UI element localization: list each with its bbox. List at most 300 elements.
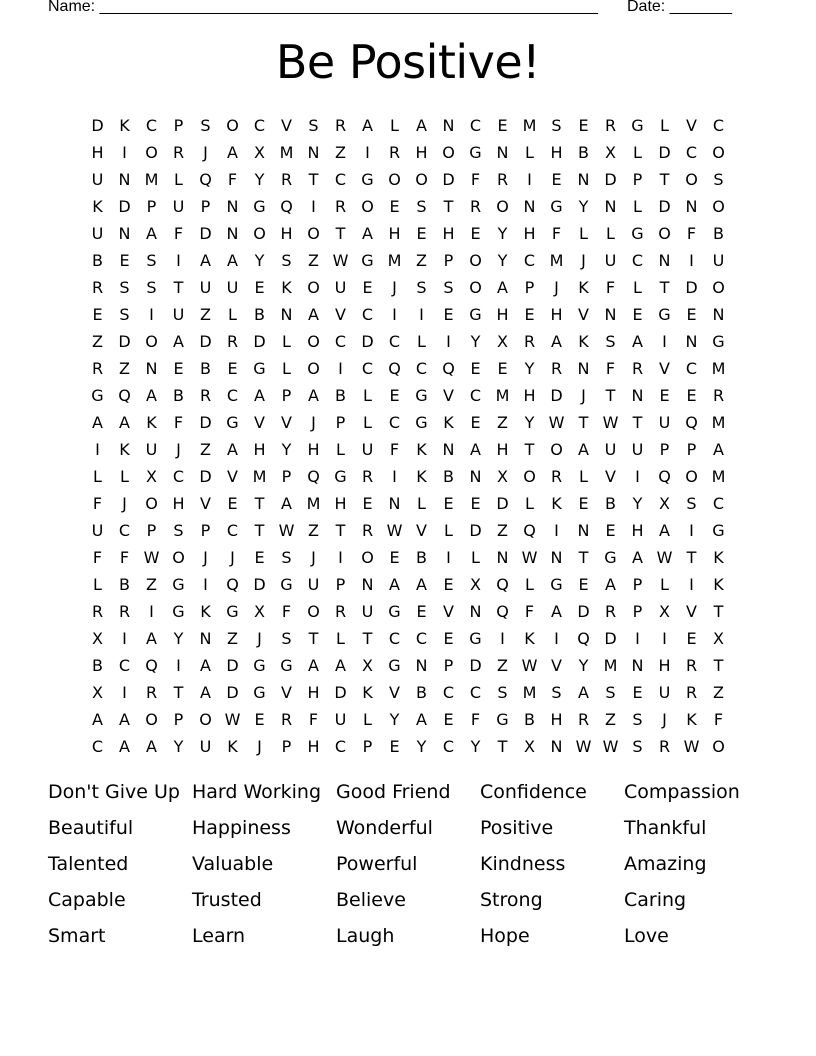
- grid-letter[interactable]: W: [548, 413, 565, 432]
- grid-letter[interactable]: V: [389, 683, 400, 702]
- grid-letter[interactable]: I: [527, 170, 532, 189]
- grid-letter[interactable]: B: [92, 656, 103, 675]
- grid-letter[interactable]: J: [311, 413, 316, 432]
- grid-letter[interactable]: N: [388, 494, 401, 513]
- grid-letter[interactable]: K: [92, 197, 103, 216]
- grid-letter[interactable]: L: [336, 629, 345, 648]
- grid-letter[interactable]: R: [91, 359, 104, 378]
- grid-letter[interactable]: K: [416, 467, 427, 486]
- grid-letter[interactable]: R: [469, 197, 482, 216]
- grid-letter[interactable]: H: [307, 737, 320, 756]
- grid-letter[interactable]: A: [308, 386, 319, 405]
- grid-letter[interactable]: F: [605, 278, 616, 297]
- grid-letter[interactable]: C: [712, 116, 725, 135]
- grid-letter[interactable]: A: [578, 440, 589, 459]
- grid-letter[interactable]: J: [257, 737, 262, 756]
- grid-letter[interactable]: L: [633, 278, 642, 297]
- grid-letter[interactable]: D: [199, 467, 212, 486]
- grid-letter[interactable]: G: [334, 467, 347, 486]
- grid-letter[interactable]: G: [415, 386, 428, 405]
- grid-letter[interactable]: J: [581, 251, 586, 270]
- grid-letter[interactable]: B: [200, 359, 211, 378]
- grid-letter[interactable]: E: [389, 386, 400, 405]
- grid-letter[interactable]: I: [689, 521, 694, 540]
- grid-letter[interactable]: M: [603, 656, 618, 675]
- grid-letter[interactable]: P: [443, 251, 454, 270]
- grid-letter[interactable]: T: [173, 278, 184, 297]
- grid-letter[interactable]: Q: [118, 386, 131, 405]
- grid-letter[interactable]: O: [550, 440, 563, 459]
- grid-letter[interactable]: A: [200, 656, 211, 675]
- grid-letter[interactable]: V: [281, 413, 292, 432]
- grid-letter[interactable]: K: [119, 116, 130, 135]
- grid-letter[interactable]: E: [470, 359, 481, 378]
- grid-letter[interactable]: L: [579, 224, 588, 243]
- grid-letter[interactable]: U: [334, 710, 347, 729]
- grid-letter[interactable]: X: [254, 602, 265, 621]
- grid-letter[interactable]: E: [254, 278, 265, 297]
- grid-letter[interactable]: V: [659, 359, 670, 378]
- grid-letter[interactable]: N: [496, 143, 509, 162]
- grid-letter[interactable]: O: [361, 548, 374, 567]
- grid-letter[interactable]: W: [656, 548, 673, 567]
- grid-letter[interactable]: Z: [200, 440, 211, 459]
- grid-letter[interactable]: K: [200, 602, 211, 621]
- grid-letter[interactable]: R: [631, 359, 644, 378]
- grid-letter[interactable]: D: [253, 332, 266, 351]
- grid-letter[interactable]: R: [118, 602, 131, 621]
- grid-letter[interactable]: P: [443, 656, 454, 675]
- grid-letter[interactable]: Q: [199, 170, 212, 189]
- grid-letter[interactable]: U: [307, 575, 320, 594]
- grid-letter[interactable]: P: [362, 737, 373, 756]
- grid-letter[interactable]: W: [386, 521, 403, 540]
- grid-letter[interactable]: C: [361, 359, 374, 378]
- grid-letter[interactable]: R: [172, 143, 185, 162]
- grid-letter[interactable]: T: [578, 413, 589, 432]
- grid-letter[interactable]: M: [711, 467, 726, 486]
- grid-letter[interactable]: S: [200, 116, 211, 135]
- grid-letter[interactable]: I: [446, 548, 451, 567]
- grid-letter[interactable]: R: [280, 710, 293, 729]
- grid-letter[interactable]: O: [712, 737, 725, 756]
- grid-letter[interactable]: T: [713, 656, 724, 675]
- grid-letter[interactable]: W: [521, 656, 538, 675]
- grid-letter[interactable]: I: [500, 629, 505, 648]
- grid-letter[interactable]: C: [118, 656, 131, 675]
- grid-letter[interactable]: J: [392, 278, 397, 297]
- grid-letter[interactable]: L: [282, 359, 291, 378]
- grid-letter[interactable]: R: [685, 683, 698, 702]
- grid-letter[interactable]: E: [254, 548, 265, 567]
- grid-letter[interactable]: C: [415, 359, 428, 378]
- grid-letter[interactable]: O: [307, 224, 320, 243]
- grid-letter[interactable]: I: [149, 602, 154, 621]
- grid-letter[interactable]: R: [712, 386, 725, 405]
- grid-letter[interactable]: K: [227, 737, 238, 756]
- grid-letter[interactable]: B: [119, 575, 130, 594]
- grid-letter[interactable]: A: [335, 656, 346, 675]
- grid-letter[interactable]: H: [172, 494, 185, 513]
- grid-letter[interactable]: C: [334, 332, 347, 351]
- grid-letter[interactable]: O: [712, 143, 725, 162]
- grid-letter[interactable]: L: [525, 143, 534, 162]
- grid-letter[interactable]: R: [550, 359, 563, 378]
- grid-letter[interactable]: E: [173, 359, 184, 378]
- grid-letter[interactable]: L: [390, 116, 399, 135]
- grid-letter[interactable]: L: [606, 224, 615, 243]
- grid-letter[interactable]: G: [658, 305, 671, 324]
- grid-letter[interactable]: A: [92, 413, 103, 432]
- grid-letter[interactable]: T: [254, 494, 265, 513]
- grid-letter[interactable]: L: [93, 467, 102, 486]
- grid-letter[interactable]: U: [631, 440, 644, 459]
- grid-letter[interactable]: A: [146, 224, 157, 243]
- grid-letter[interactable]: I: [635, 467, 640, 486]
- grid-letter[interactable]: G: [91, 386, 104, 405]
- grid-letter[interactable]: C: [118, 521, 131, 540]
- grid-letter[interactable]: X: [524, 737, 535, 756]
- grid-letter[interactable]: Q: [145, 656, 158, 675]
- grid-letter[interactable]: H: [280, 224, 293, 243]
- grid-letter[interactable]: B: [92, 251, 103, 270]
- grid-letter[interactable]: L: [471, 548, 480, 567]
- grid-letter[interactable]: J: [257, 629, 262, 648]
- grid-letter[interactable]: L: [120, 467, 129, 486]
- grid-letter[interactable]: S: [416, 197, 427, 216]
- grid-letter[interactable]: H: [442, 224, 455, 243]
- grid-letter[interactable]: J: [122, 494, 127, 513]
- grid-letter[interactable]: E: [470, 224, 481, 243]
- grid-letter[interactable]: N: [118, 224, 131, 243]
- grid-letter[interactable]: X: [92, 683, 103, 702]
- grid-letter[interactable]: N: [469, 602, 482, 621]
- grid-letter[interactable]: T: [524, 440, 535, 459]
- grid-letter[interactable]: M: [252, 467, 267, 486]
- grid-letter[interactable]: C: [523, 251, 536, 270]
- grid-letter[interactable]: E: [389, 737, 400, 756]
- grid-letter[interactable]: I: [149, 305, 154, 324]
- grid-letter[interactable]: P: [335, 575, 346, 594]
- grid-letter[interactable]: T: [308, 629, 319, 648]
- grid-letter[interactable]: D: [118, 197, 131, 216]
- grid-letter[interactable]: B: [524, 710, 535, 729]
- grid-letter[interactable]: U: [91, 224, 104, 243]
- grid-letter[interactable]: A: [713, 440, 724, 459]
- grid-letter[interactable]: V: [281, 683, 292, 702]
- grid-letter[interactable]: N: [280, 305, 293, 324]
- grid-letter[interactable]: H: [307, 683, 320, 702]
- grid-letter[interactable]: M: [522, 116, 537, 135]
- grid-letter[interactable]: H: [415, 143, 428, 162]
- grid-letter[interactable]: C: [361, 305, 374, 324]
- grid-letter[interactable]: I: [122, 629, 127, 648]
- grid-letter[interactable]: E: [227, 359, 238, 378]
- grid-letter[interactable]: F: [281, 602, 292, 621]
- grid-letter[interactable]: B: [443, 467, 454, 486]
- grid-letter[interactable]: U: [604, 251, 617, 270]
- grid-letter[interactable]: O: [199, 710, 212, 729]
- grid-letter[interactable]: G: [253, 656, 266, 675]
- grid-letter[interactable]: G: [712, 332, 725, 351]
- grid-letter[interactable]: X: [470, 575, 481, 594]
- grid-letter[interactable]: X: [713, 629, 724, 648]
- grid-letter[interactable]: G: [253, 197, 266, 216]
- grid-letter[interactable]: O: [253, 224, 266, 243]
- grid-letter[interactable]: N: [442, 116, 455, 135]
- grid-letter[interactable]: C: [334, 170, 347, 189]
- grid-letter[interactable]: U: [91, 521, 104, 540]
- grid-letter[interactable]: R: [577, 710, 590, 729]
- grid-letter[interactable]: O: [226, 116, 239, 135]
- grid-letter[interactable]: R: [199, 386, 212, 405]
- grid-letter[interactable]: O: [307, 602, 320, 621]
- grid-letter[interactable]: E: [497, 116, 508, 135]
- grid-letter[interactable]: L: [417, 332, 426, 351]
- grid-letter[interactable]: A: [146, 386, 157, 405]
- grid-letter[interactable]: O: [658, 224, 671, 243]
- grid-letter[interactable]: K: [524, 629, 535, 648]
- grid-letter[interactable]: A: [605, 575, 616, 594]
- grid-letter[interactable]: S: [146, 278, 157, 297]
- grid-letter[interactable]: G: [280, 575, 293, 594]
- grid-letter[interactable]: G: [280, 656, 293, 675]
- grid-letter[interactable]: D: [658, 197, 671, 216]
- grid-letter[interactable]: E: [443, 494, 454, 513]
- grid-letter[interactable]: G: [226, 602, 239, 621]
- grid-letter[interactable]: A: [254, 386, 265, 405]
- grid-letter[interactable]: X: [92, 629, 103, 648]
- grid-letter[interactable]: T: [362, 629, 373, 648]
- grid-letter[interactable]: O: [145, 332, 158, 351]
- grid-letter[interactable]: H: [388, 224, 401, 243]
- grid-letter[interactable]: M: [387, 251, 402, 270]
- grid-letter[interactable]: P: [146, 521, 157, 540]
- grid-letter[interactable]: V: [686, 116, 697, 135]
- grid-letter[interactable]: D: [334, 683, 347, 702]
- grid-letter[interactable]: D: [550, 386, 563, 405]
- grid-letter[interactable]: Y: [470, 332, 481, 351]
- grid-letter[interactable]: T: [254, 521, 265, 540]
- grid-letter[interactable]: E: [362, 278, 373, 297]
- grid-letter[interactable]: S: [119, 305, 130, 324]
- grid-letter[interactable]: N: [658, 251, 671, 270]
- grid-letter[interactable]: A: [146, 629, 157, 648]
- grid-letter[interactable]: N: [118, 170, 131, 189]
- grid-letter[interactable]: I: [95, 440, 100, 459]
- grid-letter[interactable]: F: [470, 170, 481, 189]
- grid-letter[interactable]: J: [230, 548, 235, 567]
- grid-letter[interactable]: T: [632, 413, 643, 432]
- grid-letter[interactable]: N: [685, 332, 698, 351]
- grid-letter[interactable]: E: [254, 710, 265, 729]
- grid-letter[interactable]: V: [254, 413, 265, 432]
- grid-letter[interactable]: E: [389, 548, 400, 567]
- grid-letter[interactable]: R: [226, 332, 239, 351]
- grid-letter[interactable]: R: [658, 737, 671, 756]
- grid-letter[interactable]: R: [523, 332, 536, 351]
- grid-letter[interactable]: N: [415, 656, 428, 675]
- grid-letter[interactable]: H: [631, 521, 644, 540]
- grid-letter[interactable]: I: [122, 143, 127, 162]
- grid-letter[interactable]: S: [632, 737, 643, 756]
- grid-letter[interactable]: N: [577, 521, 590, 540]
- grid-letter[interactable]: R: [91, 602, 104, 621]
- grid-letter[interactable]: E: [227, 494, 238, 513]
- grid-letter[interactable]: P: [200, 521, 211, 540]
- grid-letter[interactable]: Y: [632, 494, 643, 513]
- grid-letter[interactable]: A: [281, 494, 292, 513]
- grid-letter[interactable]: N: [226, 197, 239, 216]
- grid-letter[interactable]: E: [416, 224, 427, 243]
- grid-letter[interactable]: A: [308, 305, 319, 324]
- grid-letter[interactable]: U: [226, 278, 239, 297]
- grid-letter[interactable]: P: [659, 440, 670, 459]
- grid-letter[interactable]: G: [226, 413, 239, 432]
- grid-letter[interactable]: Z: [227, 629, 238, 648]
- grid-letter[interactable]: A: [389, 575, 400, 594]
- grid-letter[interactable]: B: [173, 386, 184, 405]
- grid-letter[interactable]: E: [605, 521, 616, 540]
- grid-letter[interactable]: S: [146, 251, 157, 270]
- grid-letter[interactable]: B: [713, 224, 724, 243]
- grid-letter[interactable]: P: [524, 278, 535, 297]
- grid-letter[interactable]: B: [416, 548, 427, 567]
- grid-letter[interactable]: G: [496, 710, 509, 729]
- grid-letter[interactable]: I: [392, 305, 397, 324]
- grid-letter[interactable]: A: [632, 332, 643, 351]
- grid-letter[interactable]: Z: [497, 413, 508, 432]
- grid-letter[interactable]: T: [335, 521, 346, 540]
- grid-letter[interactable]: W: [683, 737, 700, 756]
- grid-letter[interactable]: X: [659, 494, 670, 513]
- grid-letter[interactable]: L: [579, 467, 588, 486]
- grid-letter[interactable]: R: [388, 143, 401, 162]
- grid-letter[interactable]: N: [550, 737, 563, 756]
- grid-letter[interactable]: G: [361, 251, 374, 270]
- grid-letter[interactable]: T: [659, 170, 670, 189]
- grid-letter[interactable]: E: [470, 494, 481, 513]
- grid-letter[interactable]: H: [496, 305, 509, 324]
- grid-letter[interactable]: O: [712, 278, 725, 297]
- grid-letter[interactable]: F: [173, 413, 184, 432]
- grid-letter[interactable]: A: [119, 710, 130, 729]
- grid-letter[interactable]: R: [145, 683, 158, 702]
- grid-letter[interactable]: I: [446, 332, 451, 351]
- grid-letter[interactable]: W: [278, 521, 295, 540]
- grid-letter[interactable]: W: [602, 413, 619, 432]
- grid-letter[interactable]: R: [604, 116, 617, 135]
- grid-letter[interactable]: V: [200, 494, 211, 513]
- grid-letter[interactable]: X: [497, 467, 508, 486]
- grid-letter[interactable]: C: [91, 737, 104, 756]
- grid-letter[interactable]: G: [469, 305, 482, 324]
- grid-letter[interactable]: H: [91, 143, 104, 162]
- grid-letter[interactable]: T: [308, 170, 319, 189]
- grid-letter[interactable]: W: [602, 737, 619, 756]
- grid-letter[interactable]: I: [689, 575, 694, 594]
- grid-letter[interactable]: W: [143, 548, 160, 567]
- grid-letter[interactable]: G: [361, 170, 374, 189]
- grid-letter[interactable]: P: [686, 440, 697, 459]
- grid-letter[interactable]: O: [172, 548, 185, 567]
- grid-letter[interactable]: K: [146, 413, 157, 432]
- grid-letter[interactable]: Z: [713, 683, 724, 702]
- grid-letter[interactable]: C: [469, 386, 482, 405]
- grid-letter[interactable]: C: [469, 683, 482, 702]
- grid-letter[interactable]: D: [118, 332, 131, 351]
- grid-letter[interactable]: X: [362, 656, 373, 675]
- grid-letter[interactable]: M: [306, 494, 321, 513]
- grid-letter[interactable]: J: [581, 386, 586, 405]
- grid-letter[interactable]: H: [550, 305, 563, 324]
- grid-letter[interactable]: N: [469, 467, 482, 486]
- grid-letter[interactable]: G: [469, 143, 482, 162]
- grid-letter[interactable]: H: [523, 224, 536, 243]
- grid-letter[interactable]: U: [199, 737, 212, 756]
- grid-letter[interactable]: F: [92, 548, 103, 567]
- grid-letter[interactable]: M: [495, 386, 510, 405]
- grid-letter[interactable]: P: [200, 197, 211, 216]
- grid-letter[interactable]: G: [388, 656, 401, 675]
- grid-letter[interactable]: I: [635, 629, 640, 648]
- grid-letter[interactable]: L: [660, 575, 669, 594]
- grid-letter[interactable]: H: [496, 440, 509, 459]
- grid-letter[interactable]: B: [416, 683, 427, 702]
- grid-letter[interactable]: X: [497, 332, 508, 351]
- grid-letter[interactable]: Y: [173, 737, 184, 756]
- grid-letter[interactable]: A: [146, 737, 157, 756]
- grid-letter[interactable]: R: [496, 170, 509, 189]
- grid-letter[interactable]: A: [551, 602, 562, 621]
- grid-letter[interactable]: K: [281, 278, 292, 297]
- grid-letter[interactable]: N: [577, 359, 590, 378]
- grid-letter[interactable]: S: [713, 170, 724, 189]
- grid-letter[interactable]: U: [712, 251, 725, 270]
- grid-letter[interactable]: S: [686, 494, 697, 513]
- grid-letter[interactable]: V: [335, 305, 346, 324]
- date-field[interactable]: Date: _______: [627, 0, 732, 15]
- grid-letter[interactable]: U: [361, 440, 374, 459]
- grid-letter[interactable]: W: [521, 548, 538, 567]
- grid-letter[interactable]: Y: [389, 710, 400, 729]
- grid-letter[interactable]: T: [335, 224, 346, 243]
- grid-letter[interactable]: A: [416, 710, 427, 729]
- grid-letter[interactable]: V: [443, 602, 454, 621]
- grid-letter[interactable]: D: [658, 143, 671, 162]
- grid-letter[interactable]: S: [281, 629, 292, 648]
- grid-letter[interactable]: N: [604, 305, 617, 324]
- grid-letter[interactable]: E: [389, 197, 400, 216]
- grid-letter[interactable]: S: [173, 521, 184, 540]
- grid-letter[interactable]: O: [469, 278, 482, 297]
- grid-letter[interactable]: M: [711, 413, 726, 432]
- grid-letter[interactable]: E: [632, 683, 643, 702]
- grid-letter[interactable]: P: [632, 575, 643, 594]
- grid-letter[interactable]: E: [497, 359, 508, 378]
- grid-letter[interactable]: C: [334, 737, 347, 756]
- grid-letter[interactable]: S: [632, 710, 643, 729]
- grid-letter[interactable]: O: [496, 197, 509, 216]
- grid-letter[interactable]: E: [686, 629, 697, 648]
- grid-letter[interactable]: T: [497, 737, 508, 756]
- grid-letter[interactable]: J: [176, 440, 181, 459]
- grid-letter[interactable]: Q: [685, 413, 698, 432]
- grid-letter[interactable]: N: [361, 575, 374, 594]
- grid-letter[interactable]: Y: [578, 197, 589, 216]
- grid-letter[interactable]: E: [686, 386, 697, 405]
- grid-letter[interactable]: J: [311, 548, 316, 567]
